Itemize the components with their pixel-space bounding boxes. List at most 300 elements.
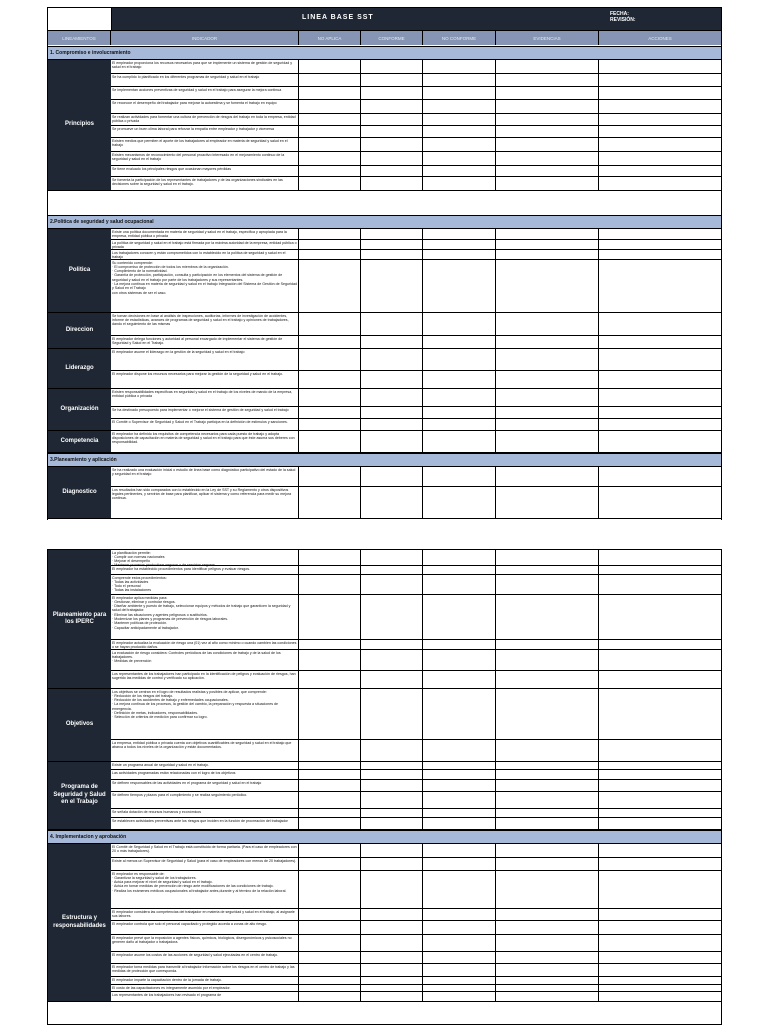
no-aplica-cell[interactable] xyxy=(299,595,361,639)
table-row xyxy=(111,921,721,935)
no-aplica-cell[interactable] xyxy=(299,935,361,951)
evidencias-cell[interactable] xyxy=(496,844,599,857)
acciones-cell[interactable] xyxy=(599,952,721,963)
acciones-cell[interactable] xyxy=(599,177,721,190)
acciones-cell[interactable] xyxy=(599,689,721,739)
acciones-cell[interactable] xyxy=(599,487,721,518)
no-aplica-cell[interactable] xyxy=(299,166,361,176)
conforme-cell[interactable] xyxy=(361,313,423,335)
table-row xyxy=(111,152,721,166)
no-aplica-cell[interactable] xyxy=(299,152,361,165)
acciones-cell[interactable] xyxy=(599,229,721,239)
no-conforme-cell[interactable] xyxy=(423,87,496,99)
lineamiento-liderazgo: Liderazgo xyxy=(48,349,111,389)
evidencias-cell[interactable] xyxy=(496,100,599,113)
conforme-cell[interactable] xyxy=(361,152,423,165)
indicator-text: Existe un programa anual de seguridad y salud en el trabajo. xyxy=(111,762,299,769)
conforme-cell[interactable] xyxy=(361,935,423,951)
no-aplica-cell[interactable] xyxy=(299,431,361,452)
acciones-cell[interactable] xyxy=(599,419,721,430)
evidencias-cell[interactable] xyxy=(496,762,599,769)
conforme-cell[interactable] xyxy=(361,100,423,113)
conforme-cell[interactable] xyxy=(361,977,423,984)
no-conforme-cell[interactable] xyxy=(423,921,496,934)
no-aplica-cell[interactable] xyxy=(299,177,361,190)
no-aplica-cell[interactable] xyxy=(299,740,361,761)
no-aplica-cell[interactable] xyxy=(299,650,361,670)
lineamiento-iperc: Planeamiento para los IPERC xyxy=(48,550,111,689)
no-aplica-cell[interactable] xyxy=(299,977,361,984)
conforme-cell[interactable] xyxy=(361,431,423,452)
no-conforme-cell[interactable] xyxy=(423,566,496,574)
conforme-cell[interactable] xyxy=(361,60,423,73)
indicator-text: Existen medios que permiten el aporte de los trabajadores al empleador en materia de seguridad y salud en el trabajo xyxy=(111,138,299,151)
title-cell xyxy=(112,8,721,30)
no-aplica-cell[interactable] xyxy=(299,467,361,486)
no-aplica-cell[interactable] xyxy=(299,240,361,250)
acciones-cell[interactable] xyxy=(599,762,721,769)
evidencias-cell[interactable] xyxy=(496,349,599,370)
evidencias-cell[interactable] xyxy=(496,60,599,73)
no-aplica-cell[interactable] xyxy=(299,640,361,650)
no-conforme-cell[interactable] xyxy=(423,871,496,908)
table-row xyxy=(111,650,721,671)
evidencias-cell[interactable] xyxy=(496,977,599,984)
evidencias-cell[interactable] xyxy=(496,992,599,1001)
evidencias-cell[interactable] xyxy=(496,487,599,518)
conforme-cell[interactable] xyxy=(361,487,423,518)
acciones-cell[interactable] xyxy=(599,575,721,594)
conforme-cell[interactable] xyxy=(361,419,423,430)
no-aplica-cell[interactable] xyxy=(299,419,361,430)
evidencias-cell[interactable] xyxy=(496,689,599,739)
no-aplica-cell[interactable] xyxy=(299,671,361,688)
conforme-cell[interactable] xyxy=(361,689,423,739)
acciones-cell[interactable] xyxy=(599,371,721,388)
evidencias-cell[interactable] xyxy=(496,780,599,791)
conforme-cell[interactable] xyxy=(361,87,423,99)
conforme-cell[interactable] xyxy=(361,992,423,1001)
evidencias-cell[interactable] xyxy=(496,74,599,86)
conforme-cell[interactable] xyxy=(361,952,423,963)
evidencias-cell[interactable] xyxy=(496,921,599,934)
no-aplica-cell[interactable] xyxy=(299,809,361,817)
conforme-cell[interactable] xyxy=(361,371,423,388)
no-conforme-cell[interactable] xyxy=(423,419,496,430)
table-row xyxy=(111,792,721,809)
conforme-cell[interactable] xyxy=(361,650,423,670)
acciones-cell[interactable] xyxy=(599,770,721,779)
no-conforme-cell[interactable] xyxy=(423,575,496,594)
evidencias-cell[interactable] xyxy=(496,770,599,779)
indicator-text: El empleador considera las competencias del trabajador en materia de seguridad y salud en el trabajo, al asignarle sus labores. xyxy=(111,909,299,920)
no-aplica-cell[interactable] xyxy=(299,114,361,125)
no-conforme-cell[interactable] xyxy=(423,250,496,260)
indicator-text: El empleador toma medidas para transmitir al trabajador información sobre los riesgos en el centro de trabajo y las medidas de protección que corresponda. xyxy=(111,964,299,976)
acciones-cell[interactable] xyxy=(599,336,721,348)
evidencias-cell[interactable] xyxy=(496,407,599,418)
lineamiento-objetivos: Objetivos xyxy=(48,689,111,762)
no-conforme-cell[interactable] xyxy=(423,740,496,761)
table-row xyxy=(111,87,721,100)
no-aplica-cell[interactable] xyxy=(299,952,361,963)
conforme-cell[interactable] xyxy=(361,74,423,86)
no-conforme-cell[interactable] xyxy=(423,977,496,984)
table-row xyxy=(111,389,721,407)
no-conforme-cell[interactable] xyxy=(423,177,496,190)
acciones-cell[interactable] xyxy=(599,407,721,418)
no-aplica-cell[interactable] xyxy=(299,336,361,348)
no-conforme-cell[interactable] xyxy=(423,770,496,779)
no-conforme-cell[interactable] xyxy=(423,595,496,639)
table-row xyxy=(111,909,721,921)
conforme-cell[interactable] xyxy=(361,595,423,639)
indicator-text: Se fomenta la participación de los representantes de trabajadores y de las organizaciones sindicales en las decisiones sobre la seguridad y salud en el trabajo. xyxy=(111,177,299,190)
evidencias-cell[interactable] xyxy=(496,595,599,639)
acciones-cell[interactable] xyxy=(599,74,721,86)
evidencias-cell[interactable] xyxy=(496,152,599,165)
conforme-cell[interactable] xyxy=(361,809,423,817)
acciones-cell[interactable] xyxy=(599,740,721,761)
table-row xyxy=(111,818,721,830)
acciones-cell[interactable] xyxy=(599,844,721,857)
conforme-cell[interactable] xyxy=(361,671,423,688)
no-conforme-cell[interactable] xyxy=(423,138,496,151)
no-aplica-cell[interactable] xyxy=(299,74,361,86)
acciones-cell[interactable] xyxy=(599,977,721,984)
indicator-text: El empleador actualiza la evaluación de riesgo una (01) vez al año como mínimo o cuando cambien las condiciones o se hayan producido daños. xyxy=(111,640,299,650)
evidencias-cell[interactable] xyxy=(496,671,599,688)
no-aplica-cell[interactable] xyxy=(299,818,361,829)
acciones-cell[interactable] xyxy=(599,349,721,370)
conforme-cell[interactable] xyxy=(361,575,423,594)
conforme-cell[interactable] xyxy=(361,921,423,934)
no-aplica-cell[interactable] xyxy=(299,349,361,370)
no-conforme-cell[interactable] xyxy=(423,431,496,452)
table-row xyxy=(111,762,721,770)
acciones-cell[interactable] xyxy=(599,671,721,688)
indicator-text: Los objetivos se centran en el logro de resultados realistas y posibles de aplicar, que comprende: · Reducción de los riesgos del trabajo. · Reducción de los accidentes de trabajo y enfermedades ocupacionales. · La mejora continua de los procesos, la gestión del cambio, la preparación y respuesta a situaciones de emergencia. · Definición de metas, indicadores, responsabilidades. · Selección de criterios de medición para confirmar su logro. xyxy=(111,689,299,739)
evidencias-cell[interactable] xyxy=(496,935,599,951)
table-row xyxy=(111,371,721,389)
no-aplica-cell[interactable] xyxy=(299,575,361,594)
acciones-cell[interactable] xyxy=(599,809,721,817)
no-aplica-cell[interactable] xyxy=(299,126,361,137)
conforme-cell[interactable] xyxy=(361,240,423,250)
no-conforme-cell[interactable] xyxy=(423,780,496,791)
evidencias-cell[interactable] xyxy=(496,87,599,99)
acciones-cell[interactable] xyxy=(599,858,721,870)
no-aplica-cell[interactable] xyxy=(299,871,361,908)
conforme-cell[interactable] xyxy=(361,126,423,137)
no-aplica-cell[interactable] xyxy=(299,250,361,260)
table-row xyxy=(111,689,721,740)
no-conforme-cell[interactable] xyxy=(423,992,496,1001)
no-aplica-cell[interactable] xyxy=(299,566,361,574)
table-row xyxy=(111,977,721,985)
acciones-cell[interactable] xyxy=(599,595,721,639)
no-conforme-cell[interactable] xyxy=(423,313,496,335)
table-row xyxy=(111,126,721,138)
evidencias-cell[interactable] xyxy=(496,240,599,250)
no-aplica-cell[interactable] xyxy=(299,229,361,239)
acciones-cell[interactable] xyxy=(599,921,721,934)
acciones-cell[interactable] xyxy=(599,909,721,920)
table-row xyxy=(111,74,721,87)
no-aplica-cell[interactable] xyxy=(299,407,361,418)
no-aplica-cell[interactable] xyxy=(299,858,361,870)
conforme-cell[interactable] xyxy=(361,844,423,857)
conforme-cell[interactable] xyxy=(361,858,423,870)
table-row xyxy=(111,566,721,575)
indicator-text: El empleador ha definido los requisitos de competencia necesarios para cada puesto de trabajo y adopta disposiciones de capacitación en materia de seguridad y salud en el trabajo para que éste asuma sus deberes con responsabilidad. xyxy=(111,431,299,452)
conforme-cell[interactable] xyxy=(361,640,423,650)
acciones-cell[interactable] xyxy=(599,431,721,452)
no-conforme-cell[interactable] xyxy=(423,689,496,739)
evidencias-cell[interactable] xyxy=(496,985,599,991)
no-aplica-cell[interactable] xyxy=(299,964,361,976)
evidencias-cell[interactable] xyxy=(496,809,599,817)
conforme-cell[interactable] xyxy=(361,985,423,991)
indicator-text: El empleador aplica medidas para: · Gestionar, eliminar y controlar riesgos. · Diseñar ambiente y puesto de trabajo, seleccionar equipos y métodos de trabajo que garanticen la seguridad y salud del trabajador. · Eliminar las situaciones y agentes peligrosos o sustituirlos. · Modernizar los planes y programas de prevención de riesgos laborales. · Mantener políticas de protección. · Capacitar anticipadamente al trabajador. xyxy=(111,595,299,639)
section-header: 3.Planeamiento y aplicación xyxy=(48,453,721,467)
lineamiento-principios: Principios xyxy=(48,60,111,191)
no-conforme-cell[interactable] xyxy=(423,260,496,312)
conforme-cell[interactable] xyxy=(361,250,423,260)
evidencias-cell[interactable] xyxy=(496,250,599,260)
conforme-cell[interactable] xyxy=(361,349,423,370)
conforme-cell[interactable] xyxy=(361,964,423,976)
acciones-cell[interactable] xyxy=(599,260,721,312)
evidencias-cell[interactable] xyxy=(496,177,599,190)
conforme-cell[interactable] xyxy=(361,138,423,151)
evidencias-cell[interactable] xyxy=(496,964,599,976)
no-aplica-cell[interactable] xyxy=(299,844,361,857)
evidencias-cell[interactable] xyxy=(496,114,599,125)
no-conforme-cell[interactable] xyxy=(423,60,496,73)
conforme-cell[interactable] xyxy=(361,909,423,920)
conforme-cell[interactable] xyxy=(361,407,423,418)
acciones-cell[interactable] xyxy=(599,566,721,574)
acciones-cell[interactable] xyxy=(599,871,721,908)
acciones-cell[interactable] xyxy=(599,792,721,808)
conforme-cell[interactable] xyxy=(361,467,423,486)
no-aplica-cell[interactable] xyxy=(299,260,361,312)
evidencias-cell[interactable] xyxy=(496,467,599,486)
no-aplica-cell[interactable] xyxy=(299,985,361,991)
conforme-cell[interactable] xyxy=(361,260,423,312)
no-conforme-cell[interactable] xyxy=(423,349,496,370)
no-aplica-cell[interactable] xyxy=(299,921,361,934)
acciones-cell[interactable] xyxy=(599,313,721,335)
no-conforme-cell[interactable] xyxy=(423,100,496,113)
no-conforme-cell[interactable] xyxy=(423,650,496,670)
no-aplica-cell[interactable] xyxy=(299,87,361,99)
evidencias-cell[interactable] xyxy=(496,909,599,920)
no-conforme-cell[interactable] xyxy=(423,809,496,817)
table-row xyxy=(111,671,721,689)
no-conforme-cell[interactable] xyxy=(423,909,496,920)
table-row xyxy=(111,419,721,431)
table-row xyxy=(111,952,721,964)
no-aplica-cell[interactable] xyxy=(299,780,361,791)
table-row xyxy=(111,114,721,126)
evidencias-cell[interactable] xyxy=(496,336,599,348)
no-conforme-cell[interactable] xyxy=(423,126,496,137)
acciones-cell[interactable] xyxy=(599,138,721,151)
no-conforme-cell[interactable] xyxy=(423,858,496,870)
evidencias-cell[interactable] xyxy=(496,740,599,761)
acciones-cell[interactable] xyxy=(599,114,721,125)
acciones-cell[interactable] xyxy=(599,126,721,137)
evidencias-cell[interactable] xyxy=(496,126,599,137)
acciones-cell[interactable] xyxy=(599,152,721,165)
column-header xyxy=(48,30,721,45)
no-conforme-cell[interactable] xyxy=(423,935,496,951)
no-aplica-cell[interactable] xyxy=(299,313,361,335)
no-conforme-cell[interactable] xyxy=(423,407,496,418)
evidencias-cell[interactable] xyxy=(496,871,599,908)
table-row xyxy=(111,60,721,74)
acciones-cell[interactable] xyxy=(599,100,721,113)
evidencias-cell[interactable] xyxy=(496,792,599,808)
lineamiento-programa: Programa de Seguridad y Salud en el Trabajo xyxy=(48,762,111,830)
evidencias-cell[interactable] xyxy=(496,566,599,574)
conforme-cell[interactable] xyxy=(361,229,423,239)
indicator-text: Los representantes de los trabajadores han revisado el programa de xyxy=(111,992,299,1001)
no-aplica-cell[interactable] xyxy=(299,689,361,739)
no-aplica-cell[interactable] xyxy=(299,792,361,808)
acciones-cell[interactable] xyxy=(599,467,721,486)
no-aplica-cell[interactable] xyxy=(299,487,361,518)
no-conforme-cell[interactable] xyxy=(423,818,496,829)
acciones-cell[interactable] xyxy=(599,166,721,176)
no-conforme-cell[interactable] xyxy=(423,487,496,518)
no-conforme-cell[interactable] xyxy=(423,240,496,250)
evidencias-cell[interactable] xyxy=(496,313,599,335)
indicator-text: Existen responsabilidades específicas en seguridad y salud en el trabajo de los niveles de mando de la empresa, entidad pública o privada xyxy=(111,389,299,406)
conforme-cell[interactable] xyxy=(361,566,423,574)
conforme-cell[interactable] xyxy=(361,740,423,761)
no-conforme-cell[interactable] xyxy=(423,964,496,976)
conforme-cell[interactable] xyxy=(361,177,423,190)
no-conforme-cell[interactable] xyxy=(423,671,496,688)
evidencias-cell[interactable] xyxy=(496,640,599,650)
acciones-cell[interactable] xyxy=(599,780,721,791)
no-conforme-cell[interactable] xyxy=(423,371,496,388)
no-conforme-cell[interactable] xyxy=(423,952,496,963)
no-conforme-cell[interactable] xyxy=(423,389,496,406)
no-conforme-cell[interactable] xyxy=(423,640,496,650)
no-conforme-cell[interactable] xyxy=(423,467,496,486)
no-conforme-cell[interactable] xyxy=(423,985,496,991)
acciones-cell[interactable] xyxy=(599,818,721,829)
table-row xyxy=(111,240,721,250)
acciones-cell[interactable] xyxy=(599,985,721,991)
indicator-text: La política de seguridad y salud en el trabajo está firmada por la máxima autoridad de la empresa, entidad pública o privada xyxy=(111,240,299,250)
acciones-cell[interactable] xyxy=(599,250,721,260)
conforme-cell[interactable] xyxy=(361,780,423,791)
acciones-cell[interactable] xyxy=(599,60,721,73)
conforme-cell[interactable] xyxy=(361,166,423,176)
acciones-cell[interactable] xyxy=(599,87,721,99)
table-row xyxy=(111,992,721,1002)
acciones-cell[interactable] xyxy=(599,935,721,951)
evidencias-cell[interactable] xyxy=(496,858,599,870)
table-row xyxy=(111,780,721,792)
acciones-cell[interactable] xyxy=(599,650,721,670)
indicator-text: El empleador ha establecido procedimientos para identificar peligros y evaluar riesgos. xyxy=(111,566,299,574)
indicator-text: El empleador dispone los recursos necesarios para mejorar la gestión de la seguridad y salud en el trabajo. xyxy=(111,371,299,388)
conforme-cell[interactable] xyxy=(361,114,423,125)
no-aplica-cell[interactable] xyxy=(299,138,361,151)
no-aplica-cell[interactable] xyxy=(299,60,361,73)
acciones-cell[interactable] xyxy=(599,640,721,650)
acciones-cell[interactable] xyxy=(599,389,721,406)
conforme-cell[interactable] xyxy=(361,871,423,908)
evidencias-cell[interactable] xyxy=(496,229,599,239)
indicator-text: Existe al menos un Supervisor de Seguridad y Salud (para el caso de empleadores con menos de 20 trabajadores). xyxy=(111,858,299,870)
acciones-cell[interactable] xyxy=(599,240,721,250)
indicator-text: El Comité o Supervisor de Seguridad y Salud en el Trabajo participa en la definición de estímulos y sanciones. xyxy=(111,419,299,430)
evidencias-cell[interactable] xyxy=(496,138,599,151)
no-conforme-cell[interactable] xyxy=(423,844,496,857)
no-aplica-cell[interactable] xyxy=(299,389,361,406)
evidencias-cell[interactable] xyxy=(496,419,599,430)
evidencias-cell[interactable] xyxy=(496,431,599,452)
evidencias-cell[interactable] xyxy=(496,260,599,312)
evidencias-cell[interactable] xyxy=(496,818,599,829)
col-no-conforme: NO CONFORME xyxy=(423,31,496,45)
evidencias-cell[interactable] xyxy=(496,952,599,963)
conforme-cell[interactable] xyxy=(361,792,423,808)
lineamiento-politica: Politica xyxy=(48,229,111,313)
conforme-cell[interactable] xyxy=(361,770,423,779)
evidencias-cell[interactable] xyxy=(496,389,599,406)
acciones-cell[interactable] xyxy=(599,992,721,1001)
no-conforme-cell[interactable] xyxy=(423,152,496,165)
table-row xyxy=(111,260,721,313)
no-aplica-cell[interactable] xyxy=(299,371,361,388)
indicator-text: El empleador asume los costos de las acciones de seguridad y salud ejecutadas en el centro de trabajo. xyxy=(111,952,299,963)
conforme-cell[interactable] xyxy=(361,389,423,406)
table-row xyxy=(111,313,721,336)
conforme-cell[interactable] xyxy=(361,762,423,769)
no-conforme-cell[interactable] xyxy=(423,229,496,239)
evidencias-cell[interactable] xyxy=(496,575,599,594)
evidencias-cell[interactable] xyxy=(496,166,599,176)
no-aplica-cell[interactable] xyxy=(299,770,361,779)
evidencias-cell[interactable] xyxy=(496,650,599,670)
conforme-cell[interactable] xyxy=(361,336,423,348)
no-conforme-cell[interactable] xyxy=(423,762,496,769)
no-conforme-cell[interactable] xyxy=(423,74,496,86)
evidencias-cell[interactable] xyxy=(496,371,599,388)
table-row xyxy=(111,487,721,519)
conforme-cell[interactable] xyxy=(361,818,423,829)
no-conforme-cell[interactable] xyxy=(423,114,496,125)
no-conforme-cell[interactable] xyxy=(423,166,496,176)
no-aplica-cell[interactable] xyxy=(299,909,361,920)
no-conforme-cell[interactable] xyxy=(423,792,496,808)
indicator-text: Su contenido comprende: · El compromiso de protección de todos los miembros de la organización. · Cumplimiento de la normatividad. · Garantía de protección, participación, consulta y participación en los elementos del sistema de gestión de seguridad y salud en el trabajo por parte de los trabajadores y sus representantes. · La mejora continua en materia de seguridad y salud en el trabajo Integración del Sistema de Gestión de Seguridad y Salud en el Trabajo con otros sistemas de ser el caso. xyxy=(111,260,299,312)
indicator-text: La planificación permite: · Cumplir con normas nacionales · Mejorar el desempeño · Mantener procesos productivos seguros o de servicios seguros. xyxy=(111,550,299,568)
no-aplica-cell[interactable] xyxy=(299,992,361,1001)
acciones-cell[interactable] xyxy=(599,964,721,976)
no-conforme-cell[interactable] xyxy=(423,336,496,348)
no-aplica-cell[interactable] xyxy=(299,762,361,769)
no-aplica-cell[interactable] xyxy=(299,100,361,113)
